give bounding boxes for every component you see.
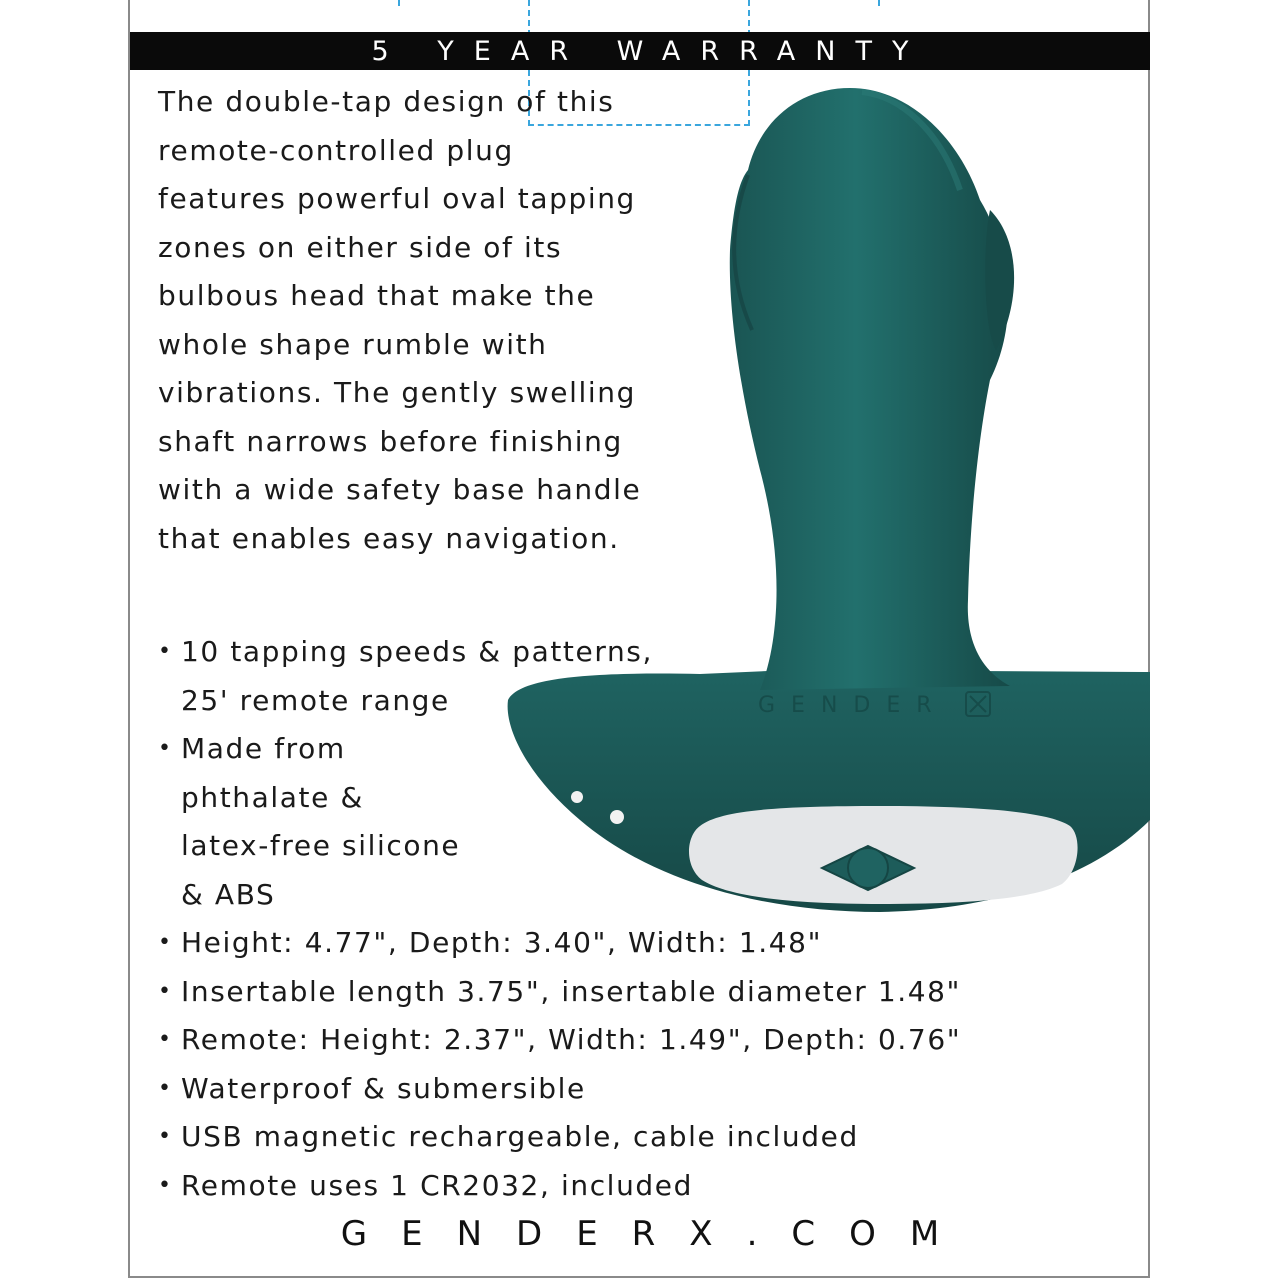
description-line: zones on either side of its (158, 230, 563, 264)
description-line: with a wide safety base handle (158, 473, 642, 506)
description-line: bulbous head that make the (158, 279, 596, 312)
feature-line: latex-free silicone (181, 829, 461, 862)
feature-line: • Height: 4.77", Depth: 3.40", Width: 1.48" (181, 926, 823, 959)
feature-item (158, 725, 1138, 919)
warranty-banner (130, 32, 1150, 70)
description-line: The double-tap design of this (158, 85, 615, 118)
website-url: GENDERX.COM (340, 1214, 974, 1254)
feature-line: • USB magnetic rechargeable, cable included (181, 1120, 859, 1153)
warranty-text: 5 YEAR WARRANTY (371, 35, 929, 67)
feature-item (158, 919, 1138, 968)
description-line: whole shape rumble with (158, 327, 548, 361)
feature-line: 25' remote range (181, 683, 450, 717)
feature-item (158, 968, 1138, 1017)
feature-line: • Remote: Height: 2.37", Width: 1.49", Depth: 0.76" (181, 1023, 962, 1056)
feature-line: • Made from (181, 732, 346, 765)
product-shaft (730, 88, 1010, 690)
feature-line: • Insertable length 3.75", insertable diameter 1.48" (181, 974, 962, 1008)
feature-item (158, 628, 1138, 725)
layout-guide-tick (878, 0, 880, 6)
feature-item (158, 1065, 1138, 1114)
feature-item (158, 1113, 1138, 1162)
description-line: remote-controlled plug (158, 133, 514, 167)
feature-line: • Waterproof & submersible (181, 1071, 586, 1105)
product-description (158, 78, 738, 563)
feature-item (158, 1016, 1138, 1065)
description-line: features powerful oval tapping (158, 182, 636, 215)
layout-guide-tick (398, 0, 400, 6)
description-line: vibrations. The gently swelling (158, 376, 636, 409)
feature-line: phthalate & (181, 780, 364, 814)
product-tap-zone (985, 210, 1014, 350)
feature-line: & ABS (181, 877, 276, 911)
product-brand-mark: GENDER (758, 693, 948, 718)
description-line: shaft narrows before finishing (158, 424, 623, 458)
feature-list (158, 628, 1138, 1210)
feature-line: • Remote uses 1 CR2032, included (181, 1168, 693, 1202)
feature-item (158, 1162, 1138, 1211)
description-line: that enables easy navigation. (158, 521, 620, 555)
feature-line: • 10 tapping speeds & patterns, (181, 635, 653, 668)
